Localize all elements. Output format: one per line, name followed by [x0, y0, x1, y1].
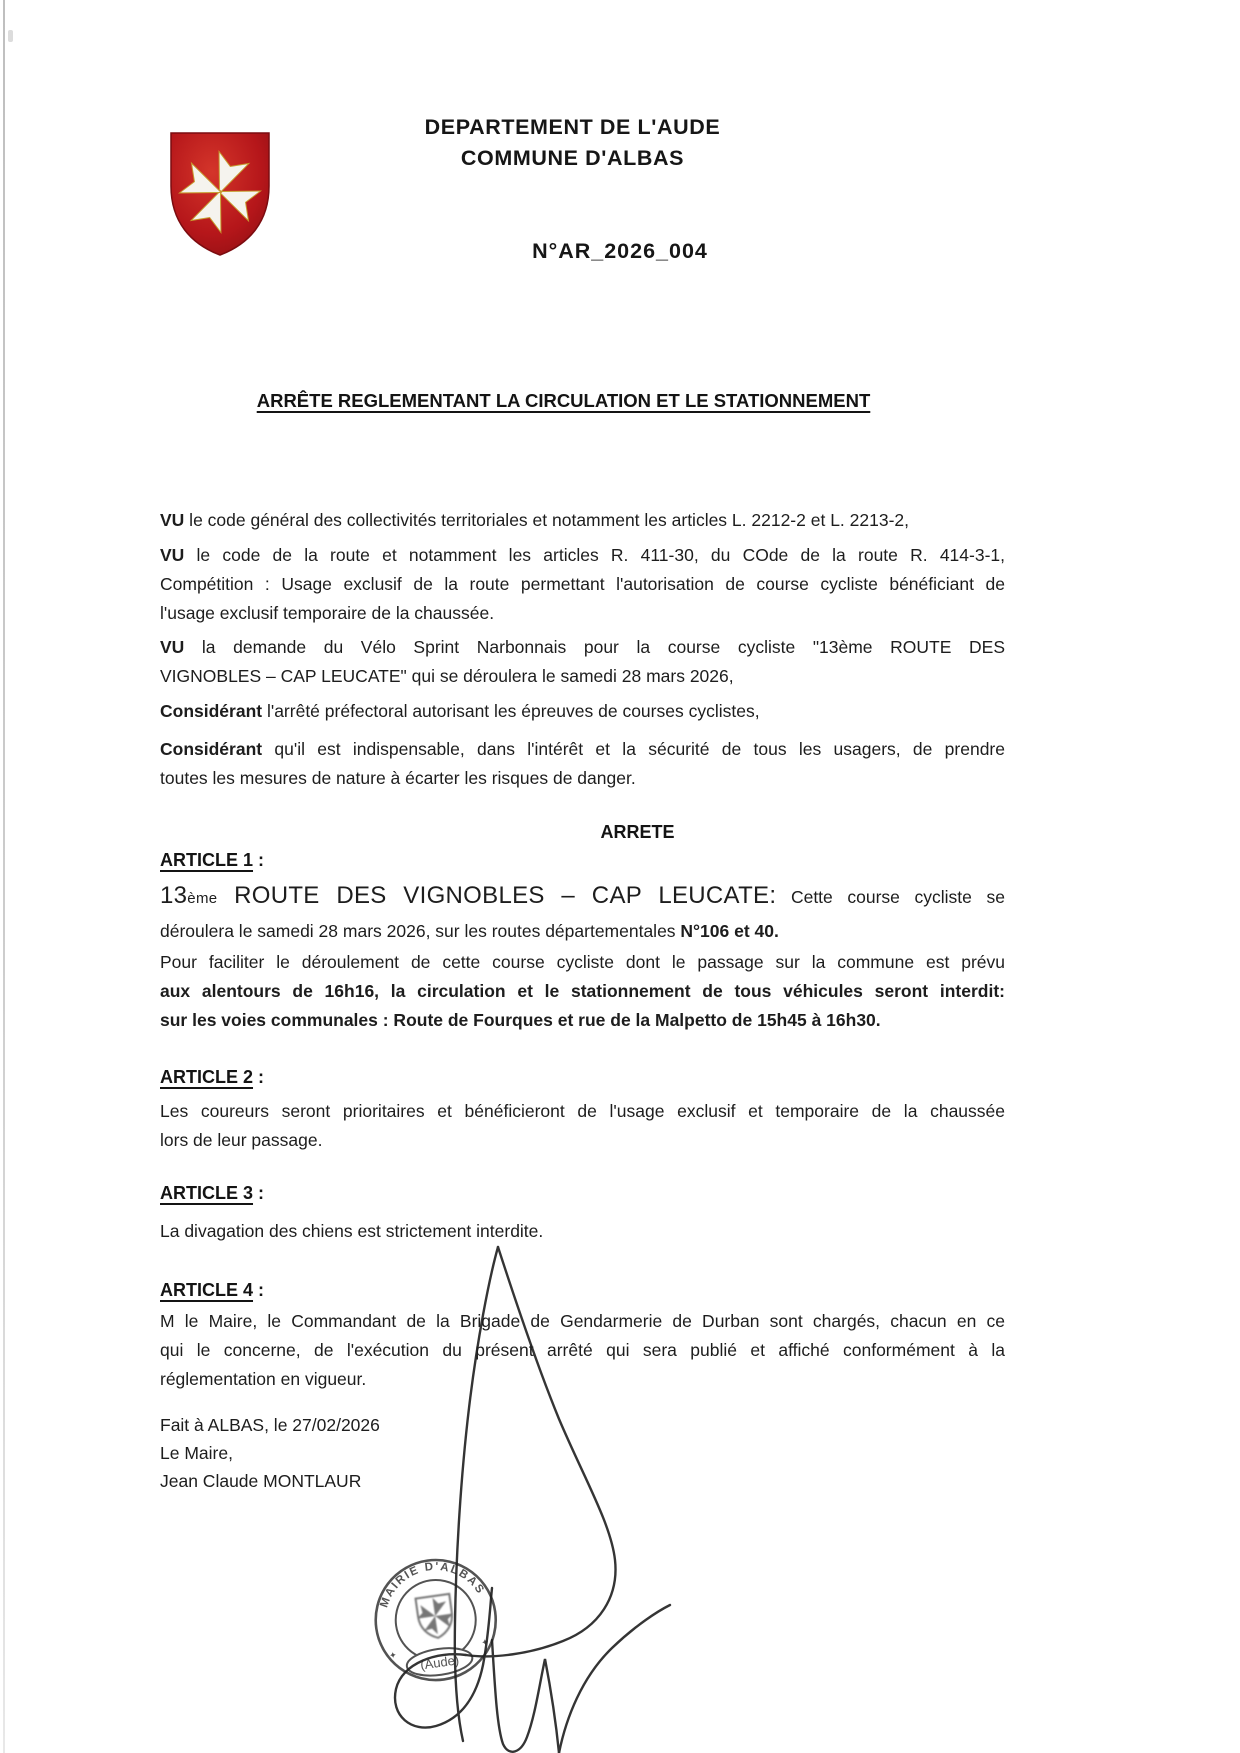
article-3-heading: ARTICLE 3 :: [160, 1183, 265, 1203]
stamp-center-emblem: [410, 1591, 460, 1641]
recital-text: Compétition : Usage exclusif de la route permettant l'autorisation de course cycliste bénéficiant de: [160, 574, 1005, 594]
article-1-heading: ARTICLE 1 :: [160, 850, 265, 870]
recital-lead: Considérant: [160, 701, 263, 721]
restriction-bold: sur les voies communales : Route de Fourques et rue de la Malpetto de 15h45 à 16h30.: [160, 1010, 881, 1030]
article-4-heading: ARTICLE 4 :: [160, 1280, 265, 1300]
mairie-stamp: [363, 1548, 508, 1697]
recital-text: toutes les mesures de nature à écarter les risques de danger.: [160, 768, 636, 788]
recital-vu-2: [160, 541, 1005, 628]
recital-lead: Considérant: [160, 739, 263, 759]
recital-vu-3: [160, 633, 1005, 691]
article-2-body: Les coureurs seront prioritaires et bénéficieront de l'usage exclusif et temporaire de la chaussée lors de leur passage.: [160, 1101, 1005, 1150]
place-and-date: Fait à ALBAS, le 27/02/2026: [160, 1415, 380, 1435]
signatory-name: Jean Claude MONTLAUR: [160, 1471, 362, 1491]
recital-text: l'arrêté préfectoral autorisant les épreuves de courses cyclistes,: [262, 701, 760, 721]
recital-text: le code de la route et notamment les articles R. 411-30, du COde de la route R. 414-3-1,: [184, 545, 1005, 565]
commune-name: COMMUNE D'ALBAS: [460, 146, 685, 170]
recital-vu-1: [160, 506, 1005, 535]
race-title: 13ème ROUTE DES VIGNOBLES – CAP LEUCATE:: [160, 882, 777, 909]
article-3-body: La divagation des chiens est strictement interdite.: [160, 1221, 544, 1241]
recital-text: le code général des collectivités territoriales et notamment les articles L. 2212-2 et L. 2213-2,: [184, 510, 909, 530]
stamp-star-left: ✦: [388, 1649, 398, 1661]
recital-text: l'usage exclusif temporaire de la chaussée.: [160, 603, 495, 623]
article-1-line-2: déroulera le samedi 28 mars 2026, sur les routes départementales N°106 et 40.: [160, 921, 779, 941]
roads-bold: N°106 et 40.: [680, 921, 779, 941]
document-header: [160, 112, 1005, 174]
stamp-bottom-label: (Aude): [419, 1652, 461, 1673]
recital-lead: VU: [160, 637, 185, 657]
article-1-paragraph: Pour faciliter le déroulement de cette course cycliste dont le passage sur la commune est prévu aux alentours de 16h16, la circulation et le stationnement de tous véhicules seront interdit: sur les voies communales : Route de Fourques et rue de la Malpetto de 15h45 à 16h30.: [160, 952, 1005, 1030]
recital-text: la demande du Vélo Sprint Narbonnais pour la course cycliste "13ème ROUTE DES: [184, 637, 1005, 657]
stamp-arc-label: MAIRIE D'ALBAS: [378, 1560, 487, 1610]
article-4-body: M le Maire, le Commandant de la Brigade de Gendarmerie de Durban sont chargés, chacun en ce qui le concerne, de l'exécution du présent arrêté qui sera publié et affiché conformément à la réglementation en vigueur.: [160, 1311, 1005, 1389]
article-2-heading: ARTICLE 2 :: [160, 1067, 265, 1087]
recital-considerant-2: [160, 735, 1005, 793]
restriction-bold: aux alentours de 16h16, la circulation et le stationnement de tous véhicules seront interdit:: [160, 981, 1005, 1001]
decree-reference: N°AR_2026_004: [532, 239, 708, 263]
recital-lead: VU: [160, 510, 185, 530]
closing-block: [160, 1411, 660, 1495]
article-1-race-line: 13ème ROUTE DES VIGNOBLES – CAP LEUCATE: Cette course cycliste se: [160, 882, 1005, 909]
scan-artifact: [8, 30, 13, 42]
signatory-role: Le Maire,: [160, 1443, 233, 1463]
recital-text: qu'il est indispensable, dans l'intérêt et la sécurité de tous les usagers, de prendre: [262, 739, 1005, 759]
signature-stroke: [559, 1605, 670, 1753]
recital-lead: VU: [160, 545, 185, 565]
document-title-text: ARRÊTE REGLEMENTANT LA CIRCULATION ET LE STATIONNEMENT: [256, 390, 871, 411]
decision-heading: ARRETE: [600, 822, 675, 842]
recital-text: VIGNOBLES – CAP LEUCATE" qui se déroulera le samedi 28 mars 2026,: [160, 666, 734, 686]
document-title: [160, 389, 1005, 413]
stamp-star-right: ✦: [480, 1636, 490, 1648]
department-name: DEPARTEMENT DE L'AUDE: [424, 115, 721, 139]
recital-considerant-1: [160, 697, 1005, 726]
